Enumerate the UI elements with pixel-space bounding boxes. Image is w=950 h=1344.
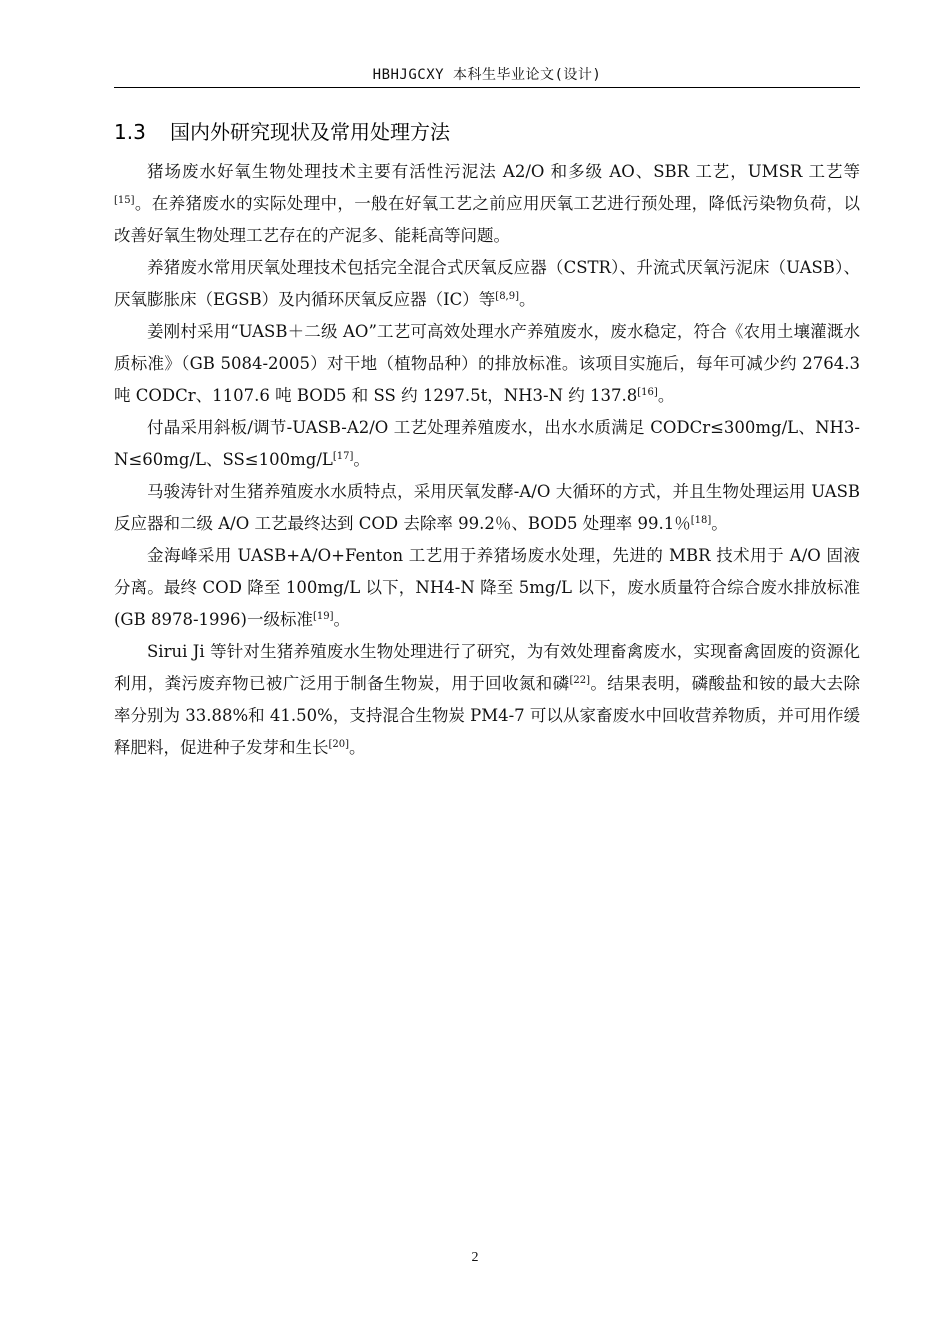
paragraph-text: 。 <box>333 610 351 629</box>
citation: [15] <box>114 195 135 206</box>
paragraph-text: 。 <box>349 738 366 757</box>
paragraph <box>114 156 860 252</box>
page-number: 2 <box>471 1250 479 1265</box>
citation: [18] <box>690 515 712 526</box>
paragraph-text: 。在养猪废水的实际处理中，一般在好氧工艺之前应用厌氧工艺进行预处理，降低污染物负荷，以改善好氧生物处理工艺存在的产泥多、能耗高等问题。 <box>114 194 860 245</box>
paragraph-text: 。 <box>353 450 370 469</box>
paragraph-text: 养猪废水常用厌氧处理技术包括完全混合式厌氧反应器（CSTR）、升流式厌氧污泥床（UASB）、厌氧膨胀床（EGSB）及内循环厌氧反应器（IC）等 <box>114 258 860 309</box>
paragraph-text: 。 <box>657 386 675 405</box>
paragraph-text: 付晶采用斜板/调节-UASB-A2/O 工艺处理养殖废水，出水水质满足 CODCr≤300mg/L、NH3-N≤60mg/L、SS≤100mg/L <box>114 418 860 469</box>
body-text <box>114 156 860 764</box>
citation: [19] <box>312 611 334 622</box>
citation: [20] <box>328 739 350 750</box>
paragraph-text: 猪场废水好氧生物处理技术主要有活性污泥法 A2/O 和多级 AO、SBR 工艺，UMSR 工艺等 <box>147 162 860 181</box>
paragraph-text: 。 <box>711 514 728 533</box>
paragraph-text: 姜刚村采用“UASB＋二级 AO”工艺可高效处理水产养殖废水，废水稳定，符合《农用土壤灌溉水质标准》（GB 5084-2005）对干地（植物品种）的排放标准。该项目实施后，每年可减少约 2764.3 吨 CODCr、1107.6 吨 BOD5 和 SS 约 1297.5t，NH3-N 约 137.8 <box>114 322 860 405</box>
paragraph-text: Sirui Ji 等针对生猪养殖废水生物处理进行了研究，为有效处理畜禽废水，实现畜禽固废的资源化利用，粪污废弃物已被广泛用于制备生物炭，用于回收氮和磷 <box>114 642 860 693</box>
paragraph-text: 马骏涛针对生猪养殖废水水质特点，采用厌氧发酵-A/O 大循环的方式，并且生物处理运用 UASB 反应器和二级 A/O 工艺最终达到 COD 去除率 99.2％、BOD5 处理率 99.1％ <box>114 482 860 533</box>
header-divider <box>114 87 860 88</box>
paragraph <box>114 476 860 540</box>
section-heading <box>114 118 450 146</box>
paragraph-text: 金海峰采用 UASB+A/O+Fenton 工艺用于养猪场废水处理，先进的 MBR 技术用于 A/O 固液分离。最终 COD 降至 100mg/L 以下，NH4-N 降至 5mg/L 以下，废水质量符合综合废水排放标准(GB 8978-1996)一级标准 <box>114 546 860 629</box>
paragraph <box>114 636 860 764</box>
citation: [17] <box>332 451 354 462</box>
section-number: 1.3 <box>114 120 146 144</box>
paragraph-text: 。 <box>519 290 536 309</box>
citation: [16] <box>637 387 658 398</box>
citation: [22] <box>569 675 591 686</box>
paragraph <box>114 252 860 316</box>
paragraph-text: 。结果表明，磷酸盐和铵的最大去除率分别为 33.88%和 41.50%，支持混合生物炭 PM4-7 可以从家畜废水中回收营养物质，并可用作缓释肥料，促进种子发芽和生长 <box>114 674 861 757</box>
paragraph <box>114 412 860 476</box>
citation: [8,9] <box>495 291 520 302</box>
paragraph <box>114 316 860 412</box>
paragraph <box>114 540 860 636</box>
page-header: HBHJGCXY 本科生毕业论文(设计) <box>372 67 602 83</box>
section-title-text: 国内外研究现状及常用处理方法 <box>170 120 450 144</box>
